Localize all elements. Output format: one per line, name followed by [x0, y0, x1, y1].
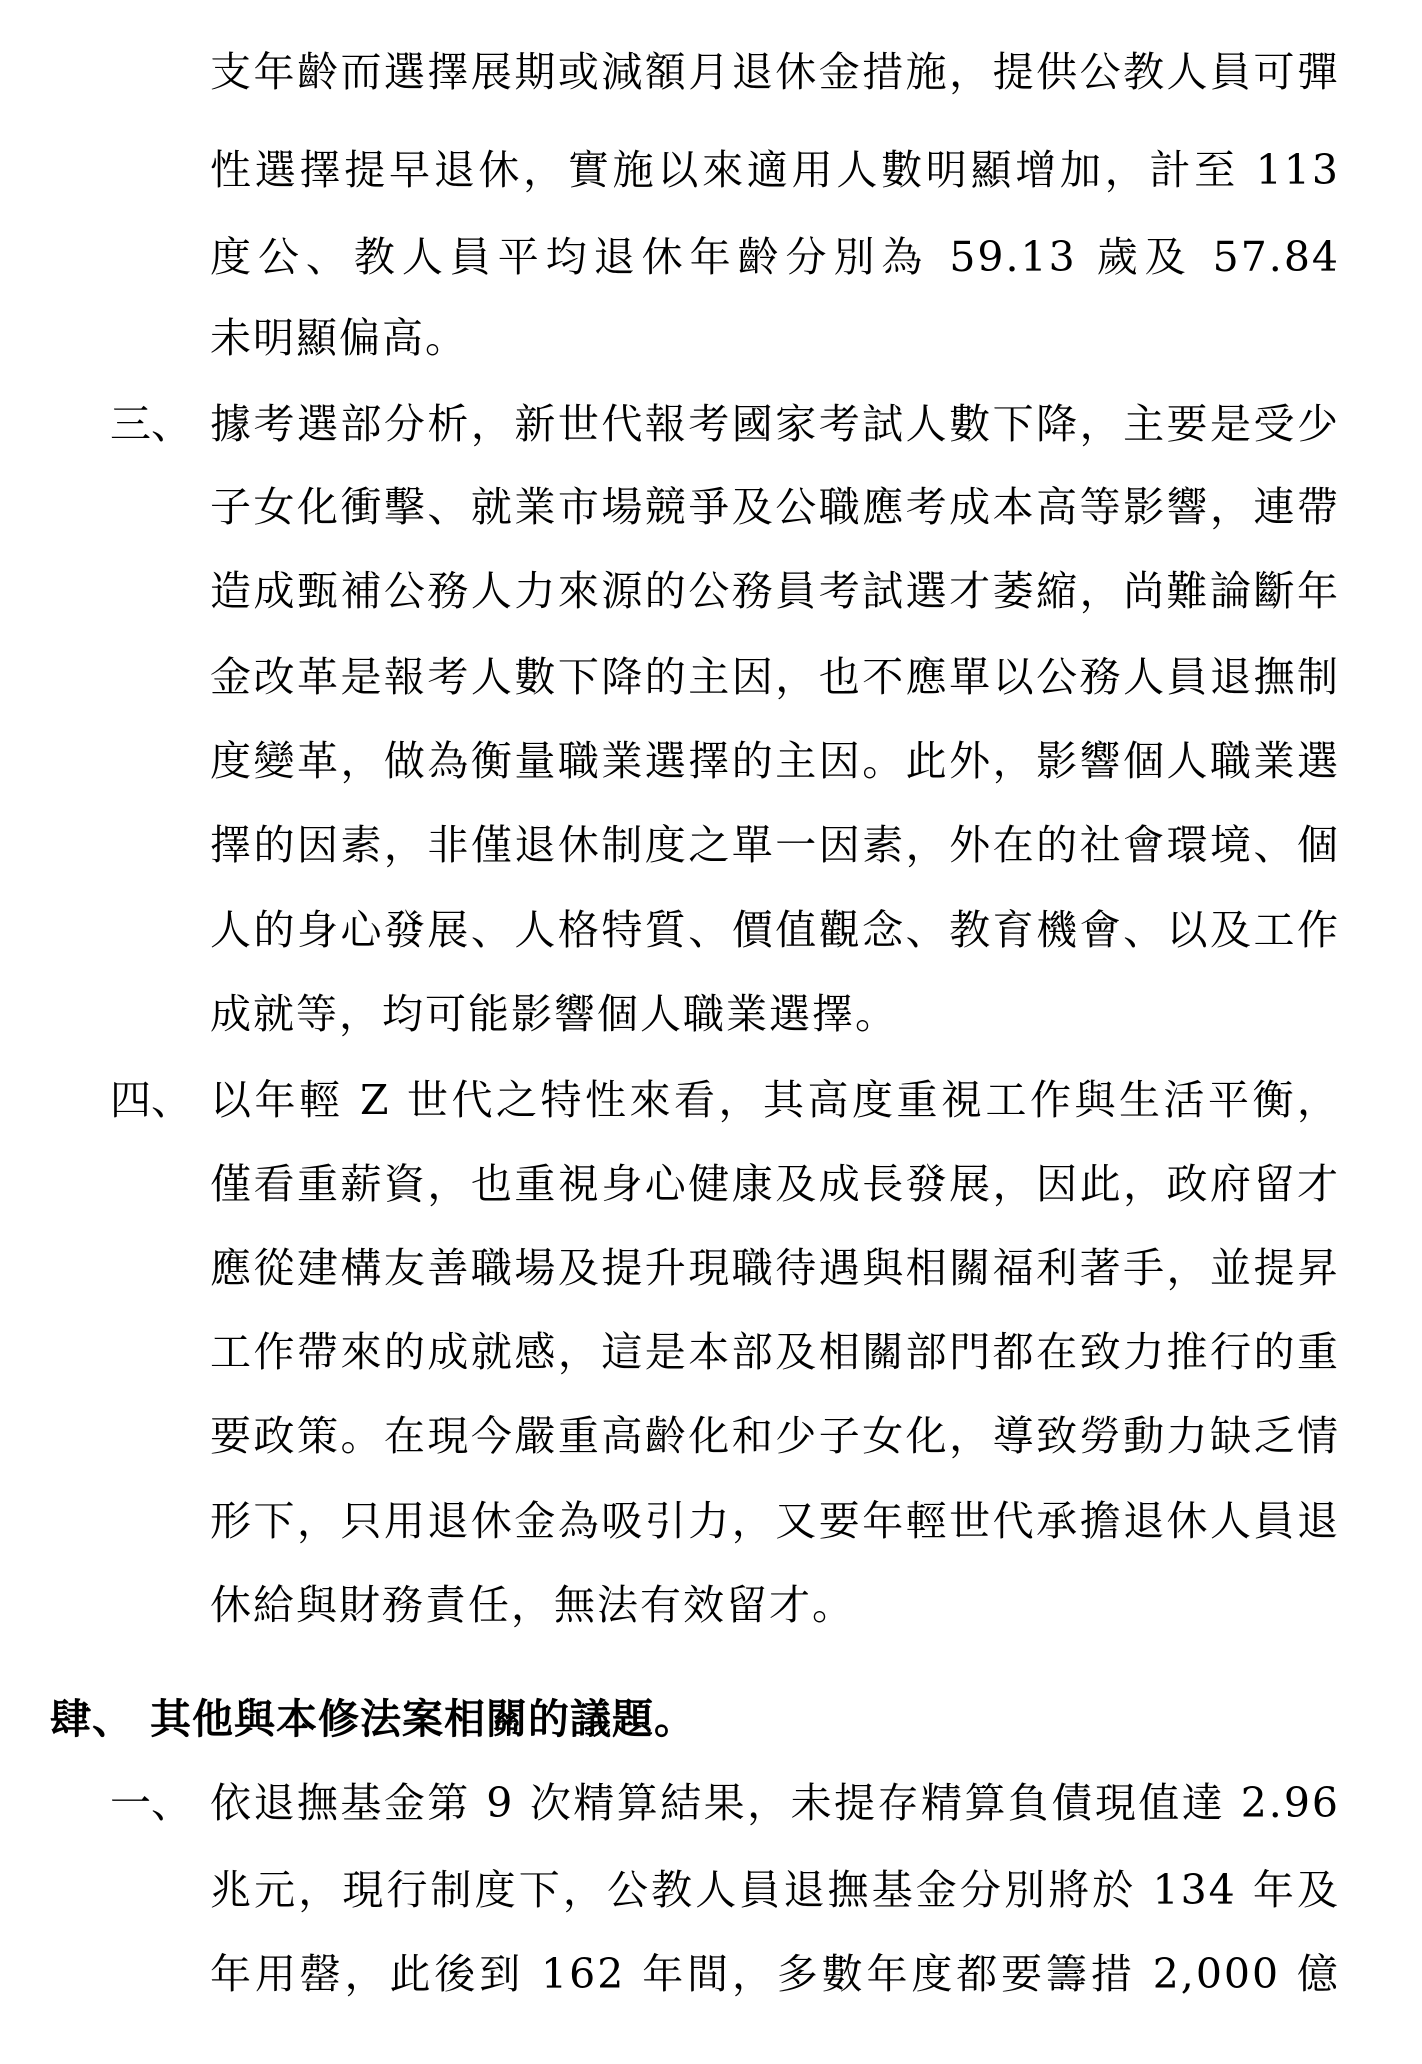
text-line: 形下，只用退休金為吸引力，又要年輕世代承擔退休人員退 — [210, 1497, 1340, 1545]
text-line: 金改革是報考人數下降的主因，也不應單以公務人員退撫制 — [210, 653, 1340, 701]
section-marker: 肆、 — [50, 1695, 134, 1743]
text-line: 擇的因素，非僅退休制度之單一因素，外在的社會環境、個 — [210, 821, 1340, 869]
text-line: 據考選部分析，新世代報考國家考試人數下降，主要是受少 — [210, 400, 1340, 448]
text-line: 造成甄補公務人力來源的公務員考試選才萎縮，尚難論斷年 — [210, 567, 1340, 615]
text-line: 應從建構友善職場及提升現職待遇與相關福利著手，並提昇 — [210, 1244, 1340, 1292]
item-marker: 一、 — [110, 1779, 192, 1827]
text-line: 支年齡而選擇展期或減額月退休金措施，提供公教人員可彈 — [210, 48, 1340, 96]
item-marker: 三、 — [110, 400, 192, 448]
text-line: 度公、教人員平均退休年齡分別為 59.13 歲及 57.84 — [210, 233, 1340, 281]
text-line: 子女化衝擊、就業市場競爭及公職應考成本高等影響，連帶 — [210, 483, 1340, 531]
text-line: 以年輕 Z 世代之特性來看，其高度重視工作與生活平衡， — [210, 1076, 1340, 1124]
text-line: 未明顯偏高。 — [210, 314, 468, 362]
text-line: 年用罄，此後到 162 年間，多數年度都要籌措 2,000 億 — [210, 1950, 1340, 1998]
text-line: 工作帶來的成就感，這是本部及相關部門都在致力推行的重 — [210, 1328, 1340, 1376]
text-line: 性選擇提早退休，實施以來適用人數明顯增加，計至 113 — [210, 146, 1340, 194]
text-line: 人的身心發展、人格特質、價值觀念、教育機會、以及工作 — [210, 906, 1340, 954]
text-line: 要政策。在現今嚴重高齡化和少子女化，導致勞動力缺乏情 — [210, 1412, 1340, 1460]
item-marker: 四、 — [110, 1076, 192, 1124]
text-line: 休給與財務責任，無法有效留才。 — [210, 1581, 855, 1629]
text-line: 僅看重薪資，也重視身心健康及成長發展，因此，政府留才 — [210, 1160, 1340, 1208]
text-line: 度變革，做為衡量職業選擇的主因。此外，影響個人職業選 — [210, 737, 1340, 785]
text-line: 成就等，均可能影響個人職業選擇。 — [210, 990, 898, 1038]
section-title: 其他與本修法案相關的議題。 — [150, 1695, 696, 1743]
text-line: 依退撫基金第 9 次精算結果，未提存精算負債現值達 2.96 — [210, 1779, 1340, 1827]
text-line: 兆元，現行制度下，公教人員退撫基金分別將於 134 年及 — [210, 1866, 1340, 1914]
